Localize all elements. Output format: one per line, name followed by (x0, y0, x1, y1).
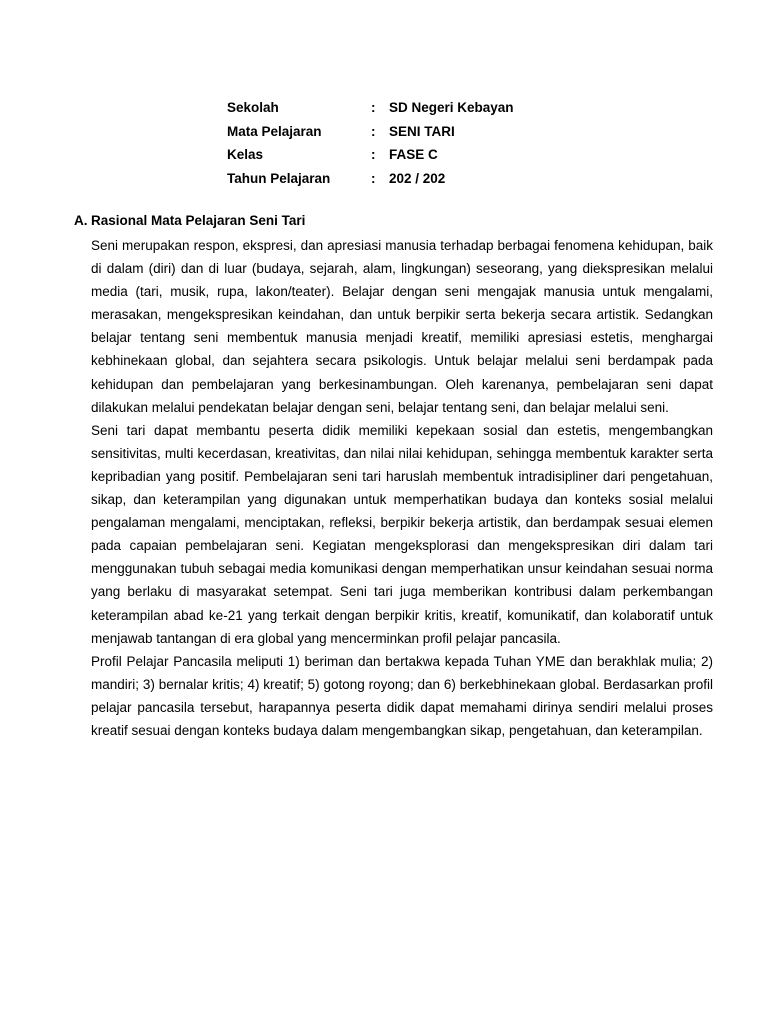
paragraph: Seni merupakan respon, ekspresi, dan apresiasi manusia terhadap berbagai fenomena kehidupan, baik di dalam (diri) dan di luar (budaya, sejarah, alam, lingkungan) seseorang, yang diekspresikan melalui media (tari, musik, rupa, lakon/teater). Belajar dengan seni mengajak manusia untuk mengalami, merasakan, mengekspresikan keindahan, dan untuk berpikir serta bekerja secara artistik. Sedangkan belajar tentang seni membentuk manusia menjadi kreatif, memiliki apresiasi estetis, menghargai kebhinekaan global, dan sejahtera secara psikologis. Untuk belajar melalui seni berdampak pada kehidupan dan pembelajaran yang berkesinambungan. Oleh karenanya, pembelajaran seni dapat dilakukan melalui pendekatan belajar dengan seni, belajar tentang seni, dan belajar melalui seni. (91, 238, 713, 415)
info-value: 202 / 202 (389, 170, 446, 186)
info-value: SD Negeri Kebayan (389, 100, 514, 116)
paragraph: Profil Pelajar Pancasila meliputi 1) beriman dan bertakwa kepada Tuhan YME dan berakhlak mulia; 2) mandiri; 3) bernalar kritis; 4) kreatif; 5) gotong royong; dan 6) berkebhinekaan global. Berdasarkan profil pelajar pancasila tersebut, harapannya peserta didik dapat memahami dirinya sendiri melalui proses kreatif sesuai dengan konteks budaya dalam mengembangkan sikap, pengetahuan, dan keterampilan. (91, 653, 713, 738)
info-label: Sekolah (227, 100, 279, 116)
info-row-academic-year (227, 167, 514, 191)
info-row-school (227, 96, 514, 120)
info-value: SENI TARI (389, 123, 455, 139)
section-title: Rasional Mata Pelajaran Seni Tari (91, 213, 306, 228)
info-row-subject (227, 120, 514, 144)
info-colon: : (371, 170, 376, 186)
info-row-class (227, 143, 514, 167)
school-info-table (227, 96, 514, 190)
paragraph: Seni tari dapat membantu peserta didik memiliki kepekaan sosial dan estetis, mengembangkan sensitivitas, multi kecerdasan, kreativitas, dan nilai nilai kehidupan, sehingga membentuk karakter serta kepribadian yang positif. Pembelajaran seni tari haruslah membentuk intradisipliner dari pengetahuan, sikap, dan keterampilan yang digunakan untuk memperhatikan budaya dan konteks sosial melalui pengalaman mengalami, menciptakan, refleksi, berpikir bekerja artistik, dan berdampak sesuai elemen pada capaian pembelajaran seni. Kegiatan mengeksplorasi dan mengekspresikan diri dalam tari menggunakan tubuh sebagai media komunikasi dengan memperhatikan unsur keindahan sesuai norma yang berlaku di masyarakat setempat. Seni tari juga memberikan kontribusi dalam perkembangan keterampilan abad ke-21 yang terkait dengan berpikir kritis, kreatif, komunikatif, dan kolaboratif untuk menjawab tantangan di era global yang mencerminkan profil pelajar pancasila. (91, 422, 713, 646)
info-label: Mata Pelajaran (227, 123, 322, 139)
section-letter: A. (74, 213, 88, 228)
info-label: Tahun Pelajaran (227, 170, 331, 186)
info-colon: : (371, 147, 376, 163)
info-value: FASE C (389, 147, 438, 163)
info-colon: : (371, 123, 376, 139)
info-label: Kelas (227, 147, 264, 163)
section-body (91, 234, 713, 742)
section-heading (74, 213, 305, 228)
info-colon: : (371, 100, 376, 116)
